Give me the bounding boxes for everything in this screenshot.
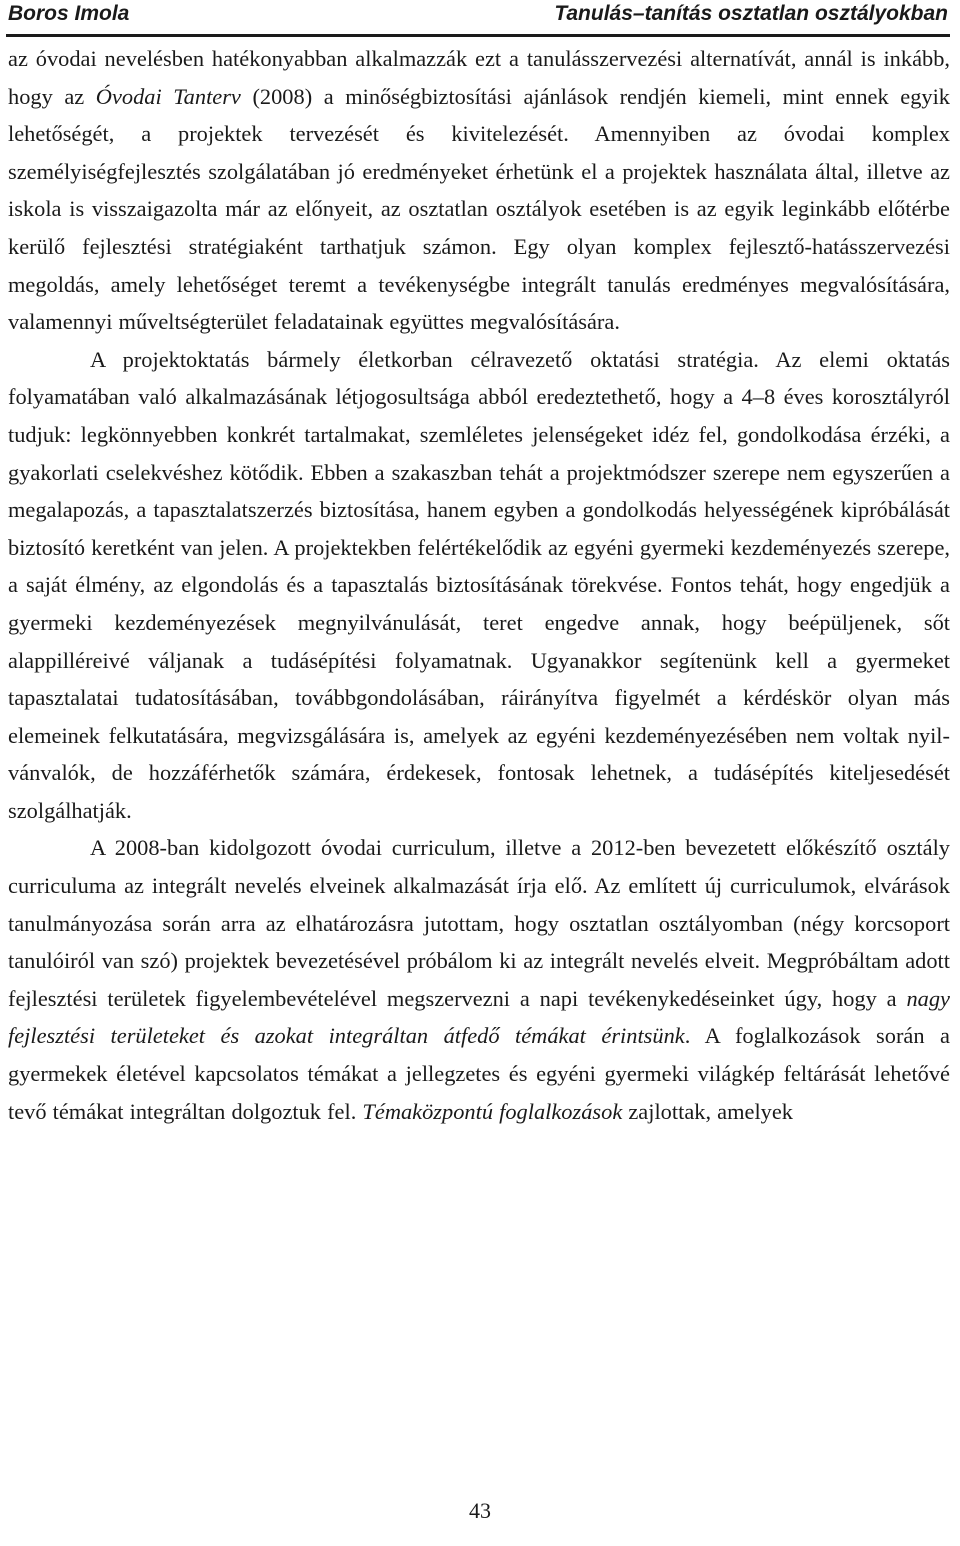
paragraph-3-part-e: zajlottak, amelyek (622, 1098, 793, 1124)
header-title: Tanulás–tanítás osztatlan osztályokban (554, 2, 948, 25)
main-text (8, 40, 950, 1130)
header-author: Boros Imola (8, 2, 130, 25)
paragraph-3 (8, 829, 950, 1130)
paragraph-3-emphasis-1: nagy fejlesztési területeket és azokat integráltan átfedő témákat érintsünk (8, 985, 950, 1049)
paragraph-3-part-c: . A foglalkozások során a gyermekek életével kapcsolatos témákat a jellegzetes és egyéni gyermeki világkép feltárását lehetővé tevő témákat integráltan dolgoztuk fel. (8, 1023, 950, 1124)
paragraph-1-part-a: az óvodai nevelésben hatékonyabban alkalmazzák ezt a tanulásszervezési alternatívát, annál is inkább, hogy az (8, 46, 950, 109)
page-number: 43 (469, 1498, 491, 1523)
paragraph-2: A projektoktatás bármely életkorban célravezető oktatási stratégia. Az elemi oktatás folyamatában való alkalmazásának létjogosultsága abból eredeztethető, hogy a 4–8 éves korosztályról tudjuk: legkönnyebben konkrét tartalmakat, szemléletes jelenségeket idéz fel, gondolkodása érzéki, a gyakorlati cselekvéshez kötődik. Ebben a szakaszban tehát a projektmódszer szerepe nem egyszerűen a megalapozás, a tapasztalatszerzés biztosítása, hanem egyben a gondolkodás helyességének kipróbálását biztosító keretként van jelen. A projektekben felértékelődik az egyéni gyermeki kezdeményezés szerepe, a saját élmény, az elgondolás és a tapasztalás biztosításának törekvése. Fontos tehát, hogy engedjük a gyermeki kezdeményezések megnyilvánulását, teret engedve annak, hogy beépüljenek, sőt alappilléreivé váljanak a tudásépítési folyamatnak. Ugyanakkor segítenünk kell a gyermeket tapasztalatai tudatosításában, továbbgondolásában, ráirányítva figyelmét a kérdéskör olyan más elemeinek felkutatására, megvizsgálására is, amelyek az egyéni kezdeményezésében nem voltak nyilvánvalók, de hozzáférhetők számára, érdekesek, fontosak lehetnek, a tudásépítés kiteljesedését szolgálhatják. (8, 346, 950, 823)
paragraph-1 (8, 40, 950, 341)
paragraph-3-emphasis-2: Témaközpontú foglalkozások (362, 1098, 623, 1124)
paragraph-1-title-ref: Óvodai Tanterv (95, 83, 241, 109)
running-header (6, 0, 950, 37)
paragraph-1-part-c: (2008) a minőségbiztosítási ajánlások rendjén kiemeli, mint ennek egyik lehetőségét, a projektek tervezését és kivitelezését. Amennyiben az óvodai komplex személyiségfejlesztés szolgálatában jó eredményeket érhetünk el a projektek használata által, illetve az iskola is visszaigazolta már az előnyeit, az osztatlan osztályok esetében is az egyik leginkább előtérbe kerülő fejlesztési stratégiaként tarthatjuk számon. Egy olyan komplex fejlesztő-hatásszervezési megoldás, amely lehetőséget teremt a tevékenységbe integrált tanulás eredményes megvalósítására, valamennyi műveltségterület feladatainak együttes megvalósítására. (8, 83, 950, 335)
paragraph-3-part-a: A 2008-ban kidolgozott óvodai curriculum, illetve a 2012-ben bevezetett előkészítő osztály curriculuma az integrált nevelés elveinek alkalmazását írja elő. Az említett új curriculumok, elvárások tanulmányozása során arra az elhatározásra jutottam, hogy osztatlan osztályomban (négy korcsoport tanulóiról van szó) projektek bevezetésével próbálom ki az integrált nevelés elveit. Megpróbáltam adott fejlesztési területek figyelembevételével megszervezni a napi tevékenykedéseinket úgy, hogy a (8, 835, 950, 1011)
